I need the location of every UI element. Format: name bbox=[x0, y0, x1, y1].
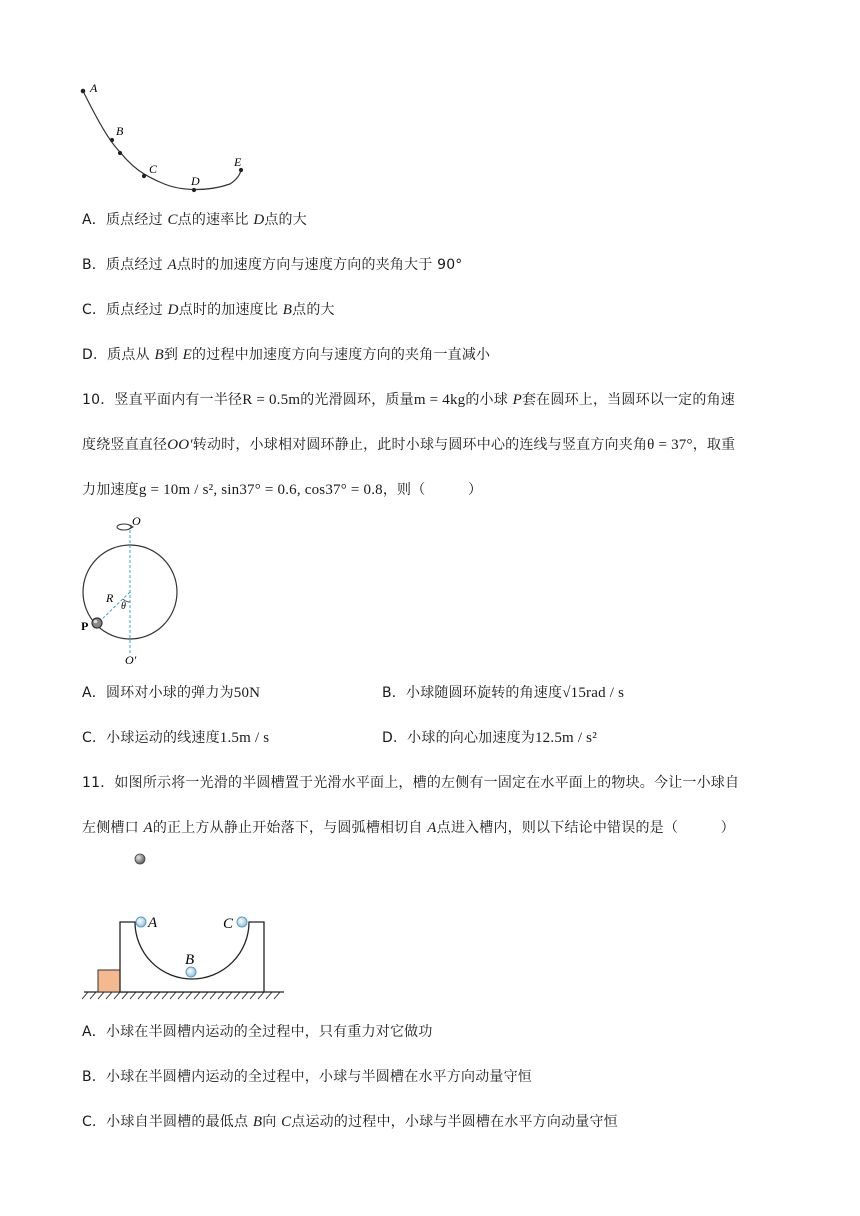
label-D: D bbox=[191, 174, 200, 188]
q9-option-a: A．质点经过 C点的速率比 D点的大 bbox=[82, 212, 307, 228]
label-E: E bbox=[234, 155, 242, 169]
trajectory-figure bbox=[70, 70, 260, 200]
q10-stem-line1: 10．竖直平面内有一半径R = 0.5m的光滑圆环，质量m = 4kg的小球 P套在圆环上，当圆环以一定的角速 bbox=[82, 392, 735, 408]
label-C: C bbox=[223, 916, 234, 932]
ring-figure bbox=[78, 512, 198, 670]
halfpipe-figure bbox=[80, 845, 290, 1005]
q10-stem-line2: 度绕竖直直径OO′转动时，小球相对圆环静止，此时小球与圆环中心的连线与竖直方向夹角θ = 37°，取重 bbox=[82, 437, 736, 453]
label-O-prime: O′ bbox=[125, 653, 137, 667]
q10-option-d: D．小球的向心加速度为12.5m / s² bbox=[382, 730, 597, 746]
q10-option-b: B．小球随圆环旋转的角速度√15rad / s bbox=[382, 685, 625, 701]
label-O: O bbox=[132, 514, 141, 528]
label-R: R bbox=[106, 591, 114, 605]
label-C: C bbox=[149, 162, 158, 176]
label-B: B bbox=[116, 124, 124, 138]
q9-option-d: D．质点从 B到 E的过程中加速度方向与速度方向的夹角一直减小 bbox=[82, 347, 491, 363]
q11-option-b: B．小球在半圆槽内运动的全过程中，小球与半圆槽在水平方向动量守恒 bbox=[82, 1069, 533, 1085]
label-B: B bbox=[185, 952, 195, 968]
q11-option-c: C．小球自半圆槽的最低点 B向 C点运动的过程中，小球与半圆槽在水平方向动量守恒 bbox=[82, 1114, 618, 1130]
label-A: A bbox=[90, 81, 98, 95]
label-P: P bbox=[81, 619, 89, 633]
q9-option-b: B．质点经过 A点时的加速度方向与速度方向的夹角大于 90° bbox=[82, 257, 463, 273]
q9-option-c: C．质点经过 D点时的加速度比 B点的大 bbox=[82, 302, 335, 318]
q11-stem-line1: 11．如图所示将一光滑的半圆槽置于光滑水平面上，槽的左侧有一固定在水平面上的物块。今让一小球自 bbox=[82, 775, 740, 791]
q10-option-c: C．小球运动的线速度1.5m / s bbox=[82, 730, 270, 746]
q10-stem-line3: 力加速度g = 10m / s², sin37° = 0.6, cos37° = 0.8，则（ ） bbox=[82, 482, 483, 498]
q11-stem-line2: 左侧槽口 A的正上方从静止开始落下，与圆弧槽相切自 A点进入槽内，则以下结论中错误的是（ ） bbox=[82, 820, 735, 836]
q11-option-a: A．小球在半圆槽内运动的全过程中，只有重力对它做功 bbox=[82, 1024, 433, 1040]
label-theta: θ bbox=[121, 601, 126, 612]
q10-option-a: A．圆环对小球的弹力为50N bbox=[82, 685, 261, 701]
label-A: A bbox=[148, 915, 158, 931]
